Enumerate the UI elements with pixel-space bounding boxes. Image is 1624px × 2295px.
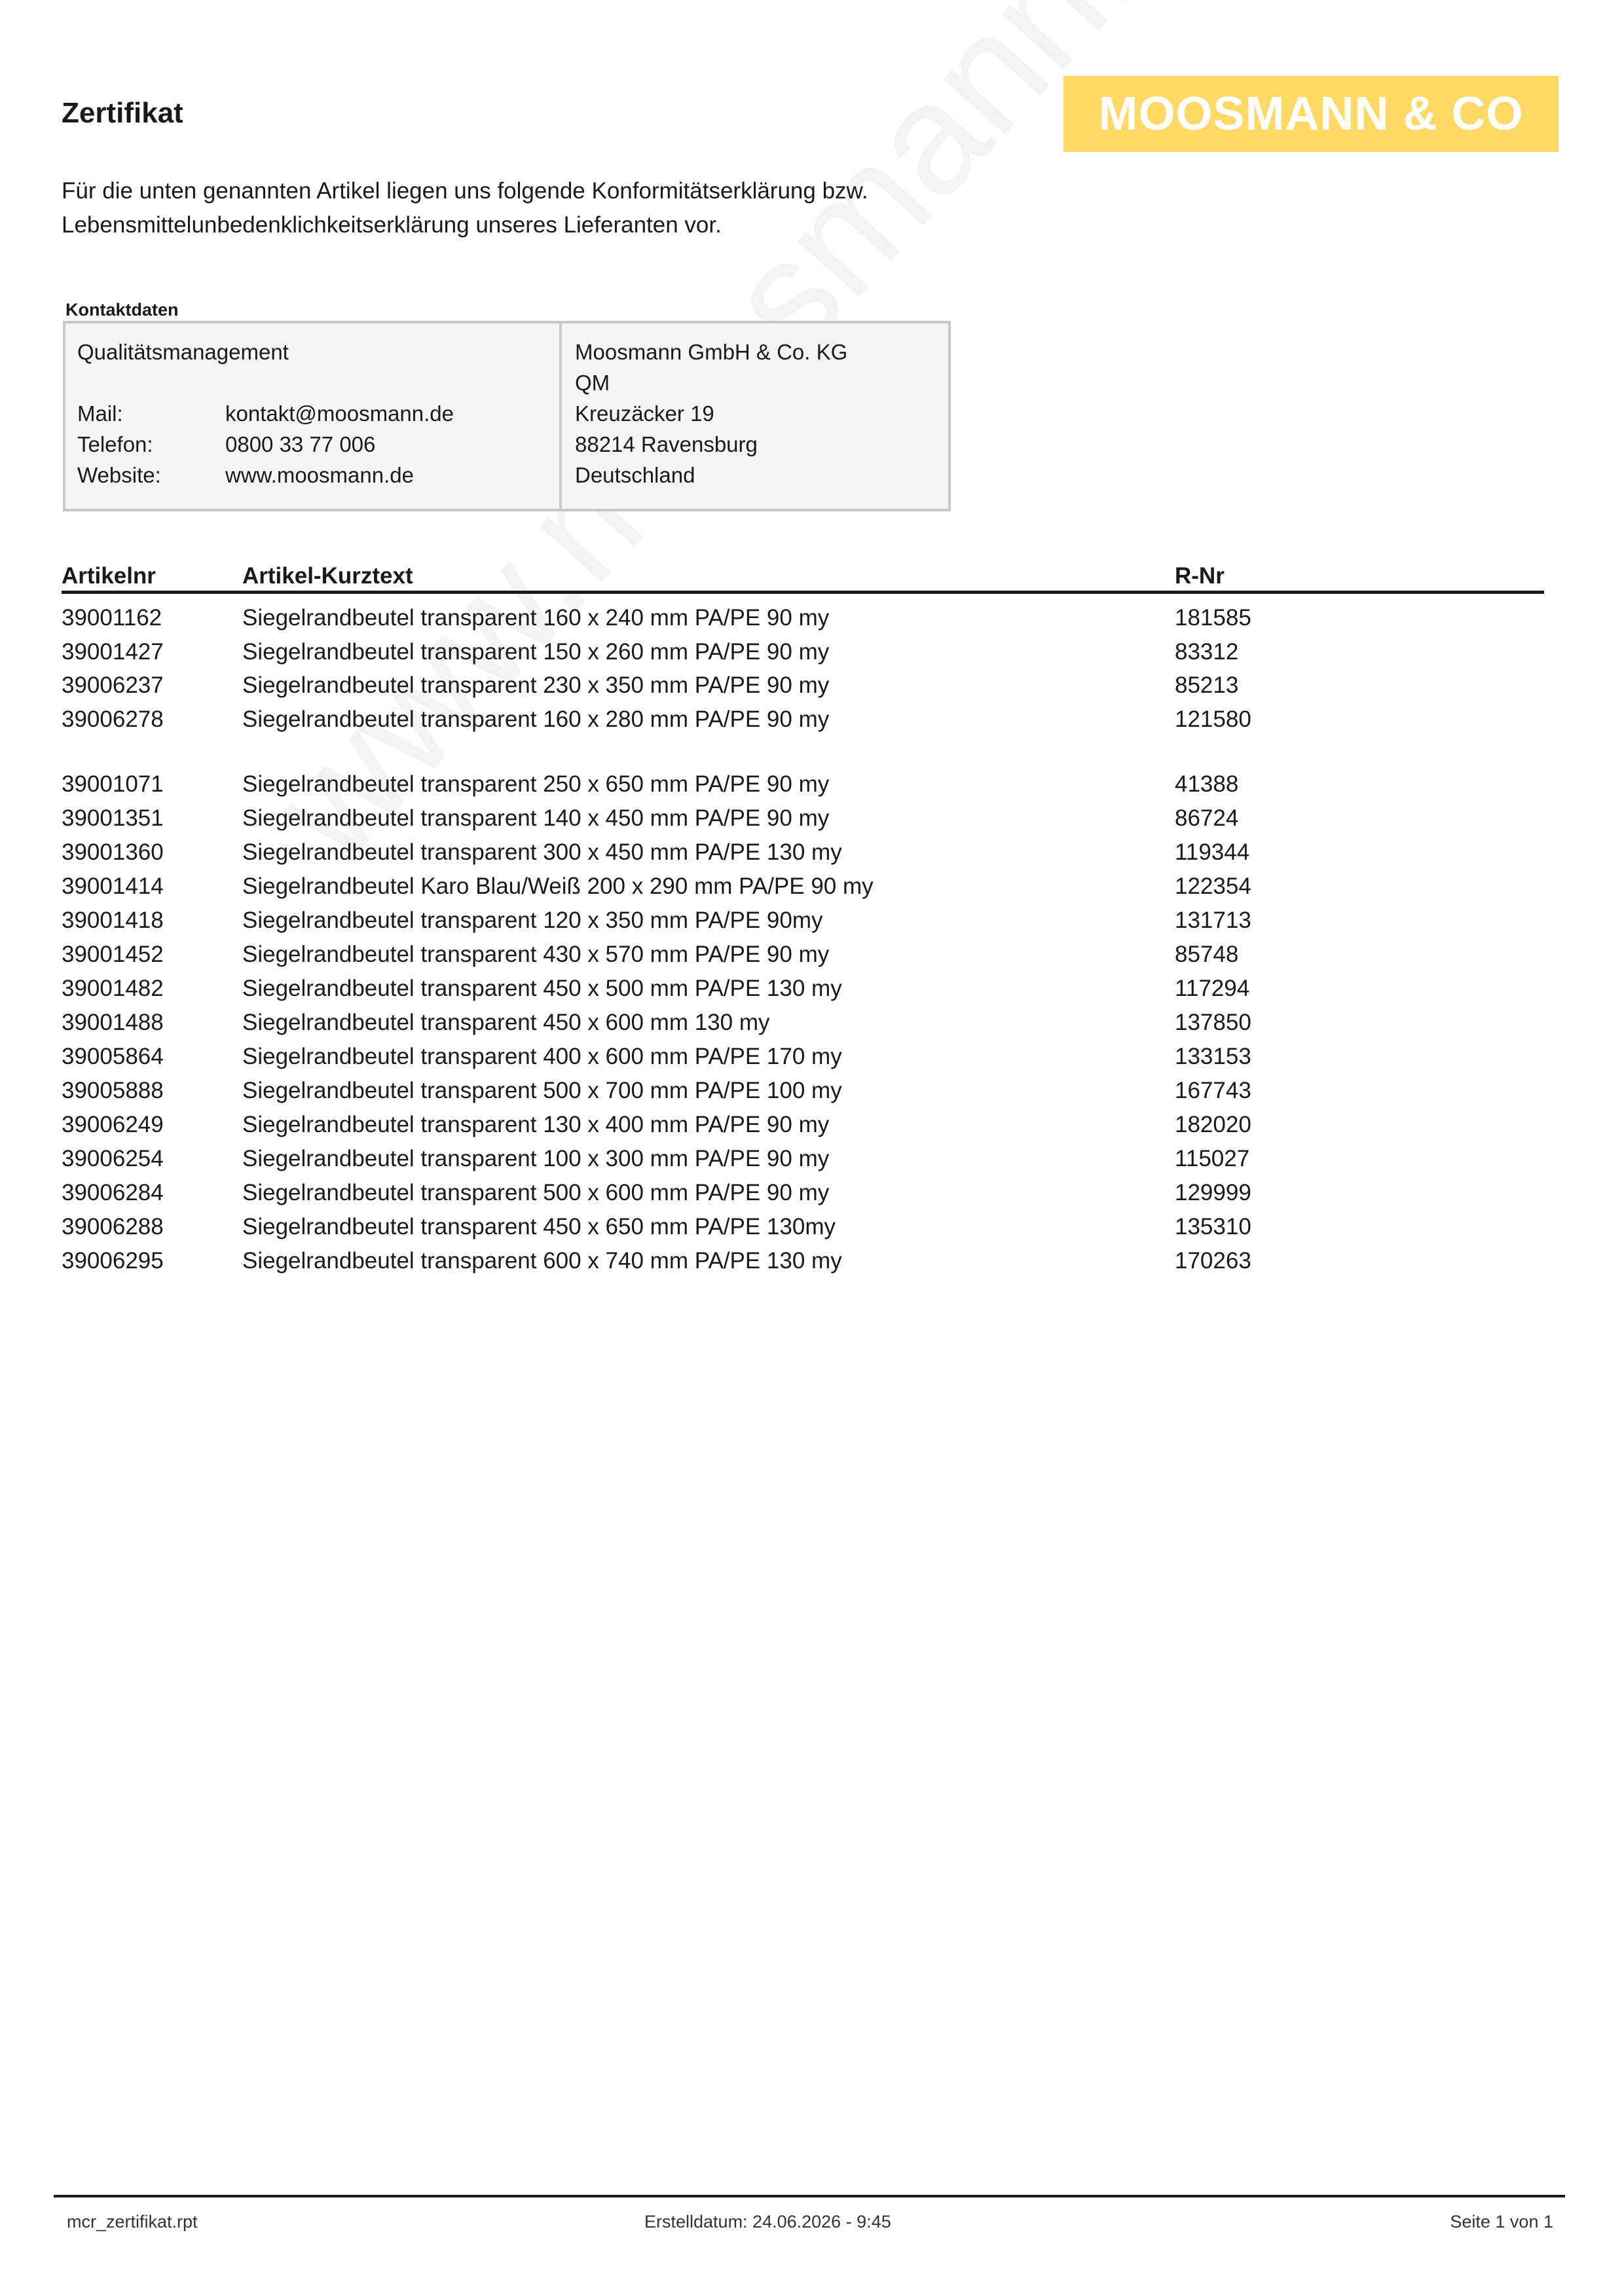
address-department: QM	[575, 371, 610, 395]
cell-kurztext: Siegelrandbeutel transparent 130 x 400 mm PA/PE 90 my	[242, 1112, 830, 1137]
cell-artikelnr: 39006284	[62, 1180, 164, 1205]
cell-kurztext: Siegelrandbeutel transparent 160 x 240 mm PA/PE 90 my	[242, 605, 830, 631]
cell-rnr: 133153	[1175, 1044, 1251, 1069]
intro-text	[62, 174, 1240, 242]
table-row	[0, 707, 1624, 741]
cell-artikelnr: 39005888	[62, 1078, 164, 1103]
cell-rnr: 122354	[1175, 873, 1251, 899]
contact-website-link[interactable]: www.moosmann.de	[225, 463, 414, 487]
table-row	[0, 1078, 1624, 1112]
cell-rnr: 117294	[1175, 976, 1250, 1001]
cell-artikelnr: 39001452	[62, 942, 164, 967]
cell-rnr: 135310	[1175, 1214, 1251, 1239]
cell-artikelnr: 39001414	[62, 873, 164, 899]
table-row	[0, 1146, 1624, 1180]
footer-rule	[54, 2195, 1565, 2197]
cell-kurztext: Siegelrandbeutel transparent 600 x 740 mm PA/PE 130 my	[242, 1248, 842, 1274]
table-row	[0, 1112, 1624, 1146]
cell-artikelnr: 39001418	[62, 908, 164, 933]
cell-kurztext: Siegelrandbeutel transparent 430 x 570 mm PA/PE 90 my	[242, 942, 830, 967]
cell-artikelnr: 39001162	[62, 605, 162, 631]
cell-kurztext: Siegelrandbeutel transparent 160 x 280 mm PA/PE 90 my	[242, 707, 830, 732]
address-country: Deutschland	[575, 463, 695, 487]
cell-kurztext: Siegelrandbeutel transparent 140 x 450 mm PA/PE 90 my	[242, 805, 830, 831]
cell-artikelnr: 39001360	[62, 839, 164, 865]
cell-rnr: 131713	[1175, 908, 1251, 933]
contact-phone-label: Telefon:	[77, 432, 153, 456]
contact-mail-link[interactable]: kontakt@moosmann.de	[225, 401, 454, 426]
header-rule	[62, 591, 1544, 594]
cell-artikelnr: 39006249	[62, 1112, 164, 1137]
table-row	[0, 672, 1624, 707]
cell-artikelnr: 39006278	[62, 707, 164, 732]
cell-kurztext: Siegelrandbeutel transparent 300 x 450 mm PA/PE 130 my	[242, 839, 842, 865]
table-row	[0, 839, 1624, 873]
contact-heading: Kontaktdaten	[65, 300, 179, 320]
cell-kurztext: Siegelrandbeutel Karo Blau/Weiß 200 x 290 mm PA/PE 90 my	[242, 873, 874, 899]
address-company: Moosmann GmbH & Co. KG	[575, 340, 848, 364]
cell-artikelnr: 39001351	[62, 805, 164, 831]
cell-artikelnr: 39006237	[62, 672, 164, 698]
cell-rnr: 41388	[1175, 771, 1239, 797]
cell-artikelnr: 39005864	[62, 1044, 164, 1069]
cell-rnr: 119344	[1175, 839, 1250, 865]
contact-web-label: Website:	[77, 463, 161, 487]
cell-kurztext: Siegelrandbeutel transparent 450 x 650 mm PA/PE 130my	[242, 1214, 836, 1239]
cell-rnr: 170263	[1175, 1248, 1251, 1274]
contact-divider	[559, 321, 562, 511]
footer-filename: mcr_zertifikat.rpt	[67, 2212, 198, 2231]
cell-kurztext: Siegelrandbeutel transparent 230 x 350 mm PA/PE 90 my	[242, 672, 830, 698]
intro-line-2: Lebensmittelunbedenklichkeitserklärung unseres Lieferanten vor.	[62, 212, 722, 238]
footer-page-number: Seite 1 von 1	[1450, 2212, 1553, 2231]
cell-kurztext: Siegelrandbeutel transparent 400 x 600 mm PA/PE 170 my	[242, 1044, 842, 1069]
cell-kurztext: Siegelrandbeutel transparent 250 x 650 mm PA/PE 90 my	[242, 771, 830, 797]
table-row	[0, 1010, 1624, 1044]
table-row	[0, 605, 1624, 639]
cell-kurztext: Siegelrandbeutel transparent 150 x 260 mm PA/PE 90 my	[242, 639, 830, 665]
cell-kurztext: Siegelrandbeutel transparent 500 x 600 mm PA/PE 90 my	[242, 1180, 830, 1205]
table-row	[0, 873, 1624, 908]
footer-created-date: Erstelldatum: 24.06.2026 - 9:45	[644, 2212, 891, 2231]
column-header-rnr: R-Nr	[1175, 563, 1225, 589]
table-row	[0, 908, 1624, 942]
company-logo: MOOSMANN & CO	[1063, 76, 1559, 152]
cell-artikelnr: 39001488	[62, 1010, 164, 1035]
intro-line-1: Für die unten genannten Artikel liegen uns folgende Konformitätserklärung bzw.	[62, 178, 868, 204]
table-row	[0, 1248, 1624, 1282]
table-row	[0, 942, 1624, 976]
cell-rnr: 181585	[1175, 605, 1251, 631]
cell-kurztext: Siegelrandbeutel transparent 500 x 700 mm PA/PE 100 my	[242, 1078, 842, 1103]
cell-rnr: 115027	[1175, 1146, 1250, 1171]
cell-rnr: 85748	[1175, 942, 1239, 967]
address-street: Kreuzäcker 19	[575, 401, 714, 426]
table-row	[0, 639, 1624, 673]
cell-artikelnr: 39001071	[62, 771, 164, 797]
cell-rnr: 83312	[1175, 639, 1239, 665]
cell-kurztext: Siegelrandbeutel transparent 100 x 300 mm PA/PE 90 my	[242, 1146, 830, 1171]
table-row	[0, 976, 1624, 1010]
contact-mail-label: Mail:	[77, 401, 123, 426]
column-header-kurztext: Artikel-Kurztext	[242, 563, 413, 589]
address-city: 88214 Ravensburg	[575, 432, 758, 456]
cell-rnr: 137850	[1175, 1010, 1251, 1035]
column-header-artikelnr: Artikelnr	[62, 563, 156, 589]
cell-artikelnr: 39001482	[62, 976, 164, 1001]
document-title: Zertifikat	[62, 97, 183, 129]
table-row	[0, 771, 1624, 805]
cell-rnr: 121580	[1175, 707, 1251, 732]
cell-rnr: 85213	[1175, 672, 1239, 698]
table-row	[0, 1044, 1624, 1078]
cell-rnr: 167743	[1175, 1078, 1251, 1103]
cell-artikelnr: 39006295	[62, 1248, 164, 1274]
cell-artikelnr: 39001427	[62, 639, 164, 665]
cell-kurztext: Siegelrandbeutel transparent 450 x 600 mm 130 my	[242, 1010, 770, 1035]
cell-rnr: 86724	[1175, 805, 1239, 831]
cell-rnr: 129999	[1175, 1180, 1251, 1205]
table-row	[0, 1214, 1624, 1248]
contact-phone-value: 0800 33 77 006	[225, 432, 376, 456]
cell-artikelnr: 39006288	[62, 1214, 164, 1239]
cell-kurztext: Siegelrandbeutel transparent 450 x 500 mm PA/PE 130 my	[242, 976, 842, 1001]
contact-department: Qualitätsmanagement	[77, 340, 289, 364]
cell-kurztext: Siegelrandbeutel transparent 120 x 350 mm PA/PE 90my	[242, 908, 823, 933]
table-row	[0, 805, 1624, 839]
cell-rnr: 182020	[1175, 1112, 1251, 1137]
table-row	[0, 1180, 1624, 1214]
cell-artikelnr: 39006254	[62, 1146, 164, 1171]
